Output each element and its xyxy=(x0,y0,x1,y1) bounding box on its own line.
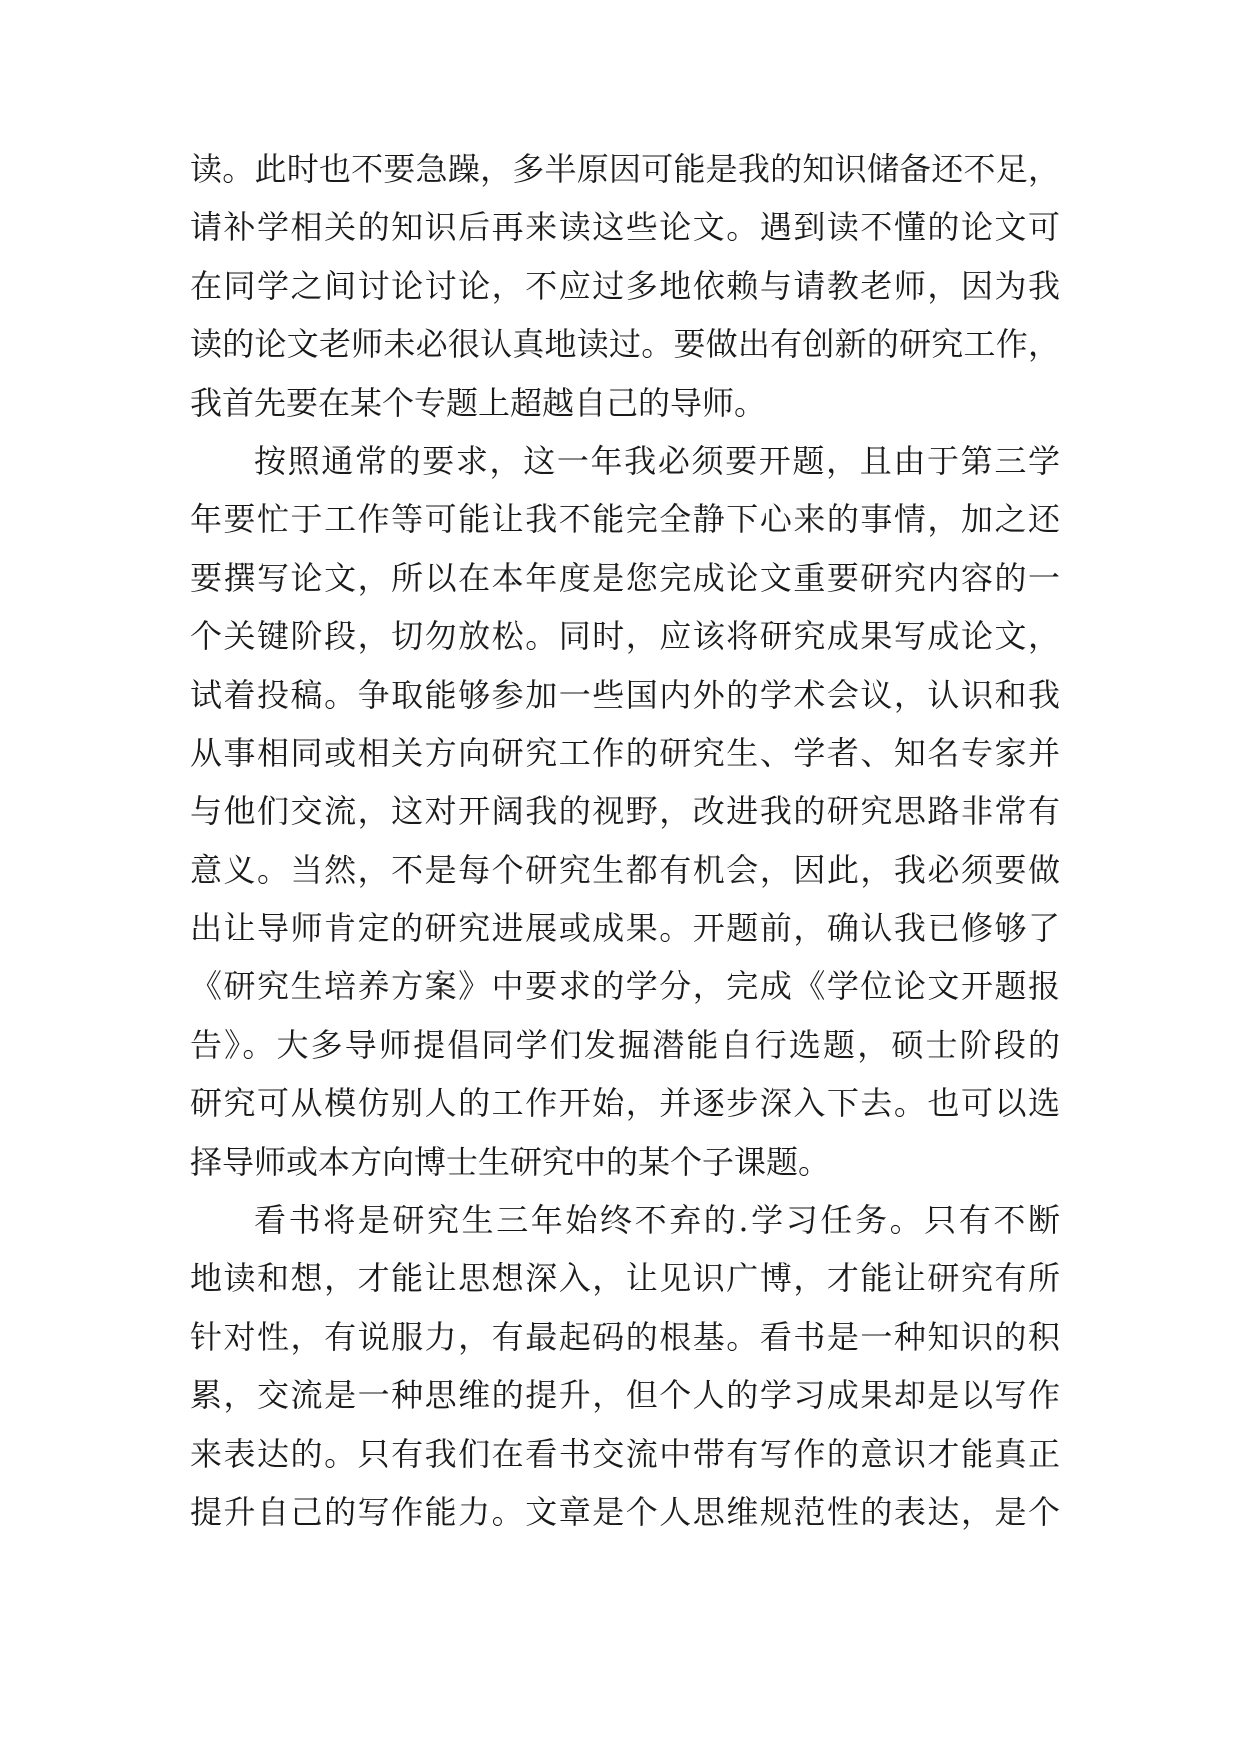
text-line: 试着投稿。争取能够参加一些国内外的学术会议，认识和我 xyxy=(190,675,1060,714)
text-line: 我首先要在某个专题上超越自己的导师。 xyxy=(190,383,767,422)
text-line: 个关键阶段，切勿放松。同时，应该将研究成果写成论文， xyxy=(190,617,1060,656)
text-line: 要撰写论文，所以在本年度是您完成论文重要研究内容的一 xyxy=(190,558,1060,597)
text-line: 提升自己的写作能力。文章是个人思维规范性的表达，是个 xyxy=(190,1492,1060,1531)
text-line: 出让导师肯定的研究进展或成果。开题前，确认我已修够了 xyxy=(190,909,1060,948)
text-line: 意义。当然，不是每个研究生都有机会，因此，我必须要做 xyxy=(190,850,1060,889)
text-line: 《研究生培养方案》中要求的学分，完成《学位论文开题报 xyxy=(190,967,1060,1006)
text-line: 在同学之间讨论讨论，不应过多地依赖与请教老师，因为我 xyxy=(190,266,1060,305)
text-line: 年要忙于工作等可能让我不能完全静下心来的事情，加之还 xyxy=(190,500,1060,539)
body-text xyxy=(190,140,1060,1541)
text-line: 从事相同或相关方向研究工作的研究生、学者、知名专家并 xyxy=(190,733,1060,772)
text-line: 来表达的。只有我们在看书交流中带有写作的意识才能真正 xyxy=(190,1434,1060,1473)
text-line: 针对性，有说服力，有最起码的根基。看书是一种知识的积 xyxy=(190,1317,1060,1356)
text-line: 择导师或本方向博士生研究中的某个子课题。 xyxy=(190,1142,831,1181)
text-line: 读的论文老师未必很认真地读过。要做出有创新的研究工作， xyxy=(190,325,1060,364)
text-line: 地读和想，才能让思想深入，让见识广博，才能让研究有所 xyxy=(190,1259,1060,1298)
text-line: 与他们交流，这对开阔我的视野，改进我的研究思路非常有 xyxy=(190,792,1060,831)
text-line: 告》。大多导师提倡同学们发掘潜能自行选题，硕士阶段的 xyxy=(190,1025,1060,1064)
text-line: 请补学相关的知识后再来读这些论文。遇到读不懂的论文可 xyxy=(190,208,1060,247)
text-line: 研究可从模仿别人的工作开始，并逐步深入下去。也可以选 xyxy=(190,1084,1060,1123)
text-line: 读。此时也不要急躁，多半原因可能是我的知识储备还不足， xyxy=(190,150,1060,188)
text-line: 看书将是研究生三年始终不弃的.学习任务。只有不断 xyxy=(254,1201,1060,1240)
text-line: 累，交流是一种思维的提升，但个人的学习成果却是以写作 xyxy=(190,1376,1060,1415)
text-line: 按照通常的要求，这一年我必须要开题，且由于第三学 xyxy=(254,441,1060,480)
